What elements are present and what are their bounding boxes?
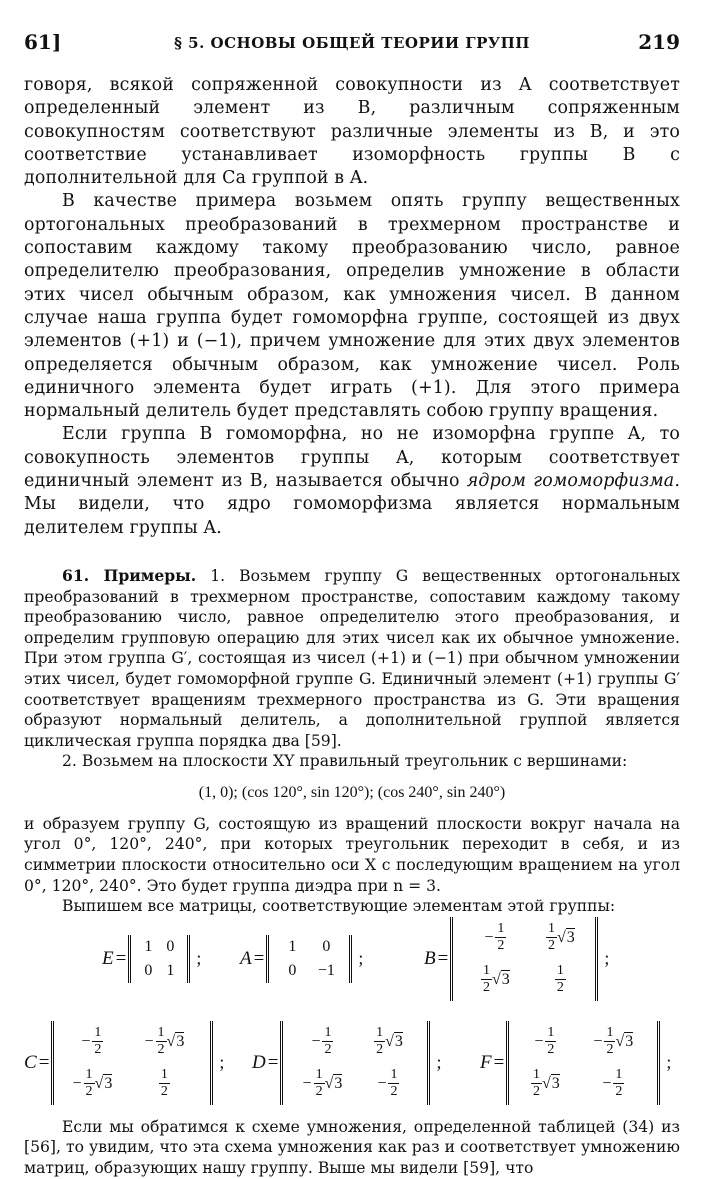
square-root: √3	[166, 1032, 185, 1050]
semicolon: ;	[666, 1052, 672, 1073]
triangle-vertices: (1, 0); (cos 120°, sin 120°); (cos 240°, sin 240°)	[198, 783, 506, 801]
fraction	[555, 963, 566, 996]
denominator: 2	[482, 980, 490, 996]
matrix-cell: 0	[166, 937, 175, 955]
minus-sign: −	[593, 1032, 603, 1050]
numerator: 1	[547, 921, 555, 937]
square-root: √3	[556, 928, 575, 946]
header-section-number: 61]	[24, 30, 62, 54]
fraction	[84, 1067, 95, 1100]
square-root: √3	[615, 1032, 634, 1050]
minus-sign: −	[72, 1074, 82, 1092]
radicand: 3	[501, 970, 510, 988]
example-2-text: 2. Возьмем на плоскости XY правильный треугольник с вершинами:	[62, 752, 628, 771]
denominator: 2	[615, 1084, 623, 1100]
matrix-cell	[484, 921, 506, 954]
header-title: § 5. ОСНОВЫ ОБЩЕЙ ТЕОРИИ ГРУПП	[174, 34, 530, 52]
matrix-b	[424, 917, 609, 1001]
equals-sign: =	[267, 1051, 279, 1073]
matrix-cell: 1	[144, 937, 153, 955]
equals-sign: =	[437, 947, 449, 969]
equals-sign: =	[115, 947, 127, 969]
numerator: 1	[615, 1067, 623, 1083]
fraction	[613, 1067, 624, 1100]
matrix-cell	[602, 1067, 624, 1100]
minus-sign: −	[311, 1032, 321, 1050]
section-heading: 61. Примеры.	[62, 565, 197, 585]
equals-sign: =	[253, 947, 265, 969]
paragraph-kernel	[24, 423, 680, 539]
semicolon: ;	[436, 1052, 442, 1073]
numerator: 1	[482, 963, 490, 979]
matrix-d	[252, 1021, 441, 1105]
matrix-cell: 0	[322, 937, 331, 955]
numerator: 1	[497, 921, 505, 937]
closing-text	[24, 1117, 680, 1179]
equals-sign: =	[493, 1051, 505, 1073]
square-root: √3	[541, 1074, 560, 1092]
semicolon: ;	[196, 948, 202, 969]
matrix-c	[24, 1021, 224, 1105]
numerator: 1	[532, 1067, 540, 1083]
matrix-cell	[534, 1025, 556, 1058]
denominator: 2	[157, 1042, 165, 1058]
square-root: √3	[94, 1074, 113, 1092]
radicand: 3	[566, 928, 575, 946]
kernel-text-b: Мы видели, что ядро гомоморфизма является нормальным делителем группы A.	[24, 494, 680, 538]
matrix-cell: 0	[144, 961, 153, 979]
closing-paragraph: Если мы обратимся к схеме умножения, определенной таблицей (34) из [56], то увидим, что эта схема умножения как раз и соответствует умножению матриц, образующих нашу группу. Выше мы видели [59], что	[24, 1117, 680, 1178]
numerator: 1	[390, 1067, 398, 1083]
numerator: 1	[606, 1025, 614, 1041]
matrix-cell: 1	[166, 961, 175, 979]
matrix-cell	[555, 963, 566, 996]
matrices-intro: Выпишем все матрицы, соответствующие элементам этой группы:	[62, 897, 616, 916]
denominator: 2	[606, 1042, 614, 1058]
numerator: 1	[315, 1067, 323, 1083]
denominator: 2	[315, 1084, 323, 1100]
matrix-e	[102, 935, 201, 983]
matrix-cell: 0	[288, 961, 297, 979]
radicand: 3	[334, 1074, 343, 1092]
minus-sign: −	[302, 1074, 312, 1092]
radicand: 3	[551, 1074, 560, 1092]
numerator: 1	[324, 1025, 332, 1041]
numerator: 1	[376, 1025, 384, 1041]
fraction	[156, 1025, 167, 1058]
example-2-continuation: и образуем группу G, состоящую из вращений плоскости вокруг начала на угол 0°, 120°, 240°, при которых треугольник переходит в себя, и из симметрии плоскости относительно оси X с последующим вращением на угол 0°, 120°, 240°. Это будет группа диэдра при n = 3.	[24, 814, 680, 895]
semicolon: ;	[358, 948, 364, 969]
book-page	[24, 30, 680, 1179]
minus-sign: −	[377, 1074, 387, 1092]
denominator: 2	[497, 938, 505, 954]
kernel-term: ядром гомоморфизма.	[466, 471, 680, 492]
denominator: 2	[556, 980, 564, 996]
numerator: 1	[160, 1067, 168, 1083]
fraction	[322, 1025, 333, 1058]
matrix-e-name: E	[102, 947, 114, 969]
square-root: √3	[385, 1032, 403, 1050]
matrix-cell	[159, 1067, 170, 1100]
matrix-a-body	[266, 935, 352, 983]
matrix-cell	[593, 1025, 633, 1058]
denominator: 2	[547, 938, 555, 954]
fraction	[92, 1025, 103, 1058]
radicand: 3	[394, 1032, 403, 1050]
denominator: 2	[94, 1042, 102, 1058]
section-61	[24, 566, 680, 917]
matrix-cell	[481, 963, 510, 996]
matrix-cell: 1	[288, 937, 297, 955]
matrix-cell	[311, 1025, 333, 1058]
equals-sign: =	[38, 1051, 50, 1073]
fraction	[545, 1025, 556, 1058]
fraction	[495, 921, 506, 954]
numerator: 1	[94, 1025, 102, 1041]
denominator: 2	[376, 1042, 384, 1058]
square-root: √3	[491, 970, 510, 988]
matrix-c-body	[51, 1021, 213, 1105]
main-text	[24, 74, 680, 540]
section-61-paragraph-1	[24, 566, 680, 751]
matrix-f-name: F	[480, 1051, 492, 1073]
radicand: 3	[176, 1032, 185, 1050]
matrix-e-body	[128, 935, 190, 983]
fraction	[531, 1067, 542, 1100]
fraction	[314, 1067, 325, 1100]
matrix-cell	[303, 1067, 343, 1100]
paragraph-continuation: говоря, всякой сопряженной совокупности из A соответствует определенный элемент из B, различным сопряженным совокупностям соответствуют различные элементы из B, и это соответствие устанавливает изоморфность группы B с дополнительной для Ca группой в A.	[24, 75, 680, 189]
matrix-display	[24, 917, 680, 1111]
numerator: 1	[157, 1025, 165, 1041]
denominator: 2	[390, 1084, 398, 1100]
example-1-text: 1. Возьмем группу G вещественных ортогональных преобразований в трехмерном пространстве, сопоставим каждому такому преобразованию число, равное определителю этого преобразования, и определим групповую операцию для этих чисел как их обычное умножение. При этом группа G′, состоящая из чисел (+1) и (−1) при обычном умножении этих чисел, будет гомоморфной группе G. Единичный элемент (+1) группы G′ соответствует вращениям трехмерного пространства из G. Эти вращения образуют нормальный делитель, а дополнительной группой является циклическая группа порядка два [59].	[24, 566, 680, 750]
semicolon: ;	[604, 948, 610, 969]
denominator: 2	[532, 1084, 540, 1100]
radicand: 3	[625, 1032, 634, 1050]
kernel-text-a: Если группа B гомоморфна, но не изоморфна группе A, то совокупность элементов группы A, которым соответствует единичный элемент из B, называется обычно	[24, 424, 680, 492]
denominator: 2	[85, 1084, 93, 1100]
radicand: 3	[104, 1074, 113, 1092]
matrix-f	[480, 1021, 671, 1105]
numerator: 1	[556, 963, 564, 979]
matrix-d-body	[280, 1021, 430, 1105]
matrix-f-body	[506, 1021, 660, 1105]
matrix-cell	[145, 1025, 185, 1058]
matrix-cell	[73, 1067, 113, 1100]
minus-sign: −	[534, 1032, 544, 1050]
denominator: 2	[160, 1084, 168, 1100]
minus-sign: −	[81, 1032, 91, 1050]
denominator: 2	[324, 1042, 332, 1058]
matrix-cell	[531, 1067, 560, 1100]
minus-sign: −	[144, 1032, 154, 1050]
minus-sign: −	[484, 928, 494, 946]
denominator: 2	[547, 1042, 555, 1058]
square-root: √3	[324, 1074, 343, 1092]
matrix-cell: −1	[317, 961, 335, 979]
numerator: 1	[85, 1067, 93, 1083]
fraction	[374, 1025, 385, 1058]
fraction	[159, 1067, 170, 1100]
running-header	[24, 30, 680, 60]
matrix-d-name: D	[252, 1051, 266, 1073]
matrix-cell	[81, 1025, 103, 1058]
header-page-number: 219	[638, 30, 680, 54]
matrix-a	[240, 935, 363, 983]
fraction	[546, 921, 557, 954]
semicolon: ;	[219, 1052, 225, 1073]
fraction	[388, 1067, 399, 1100]
minus-sign: −	[602, 1074, 612, 1092]
matrix-a-name: A	[240, 947, 252, 969]
matrix-c-name: C	[24, 1051, 37, 1073]
matrix-cell	[546, 921, 575, 954]
fraction	[604, 1025, 615, 1058]
matrix-cell	[377, 1067, 399, 1100]
matrix-b-name: B	[424, 947, 436, 969]
numerator: 1	[547, 1025, 555, 1041]
paragraph-example: В качестве примера возьмем опять группу вещественных ортогональных преобразований в трехмерном пространстве и сопоставим каждому такому преобразованию число, равное определителю преобразования, определив умножение в области этих чисел обычным образом, как умножения чисел. В данном случае наша группа будет гомоморфна группе, состоящей из двух элементов (+1) и (−1), причем умножение для этих двух элементов определяется обычным образом, как умножение чисел. Роль единичного элемента будет играть (+1). Для этого примера нормальный делитель будет представлять собою группу вращения.	[24, 191, 680, 422]
matrix-b-body	[450, 917, 598, 1001]
fraction	[481, 963, 492, 996]
matrix-cell	[374, 1025, 403, 1058]
